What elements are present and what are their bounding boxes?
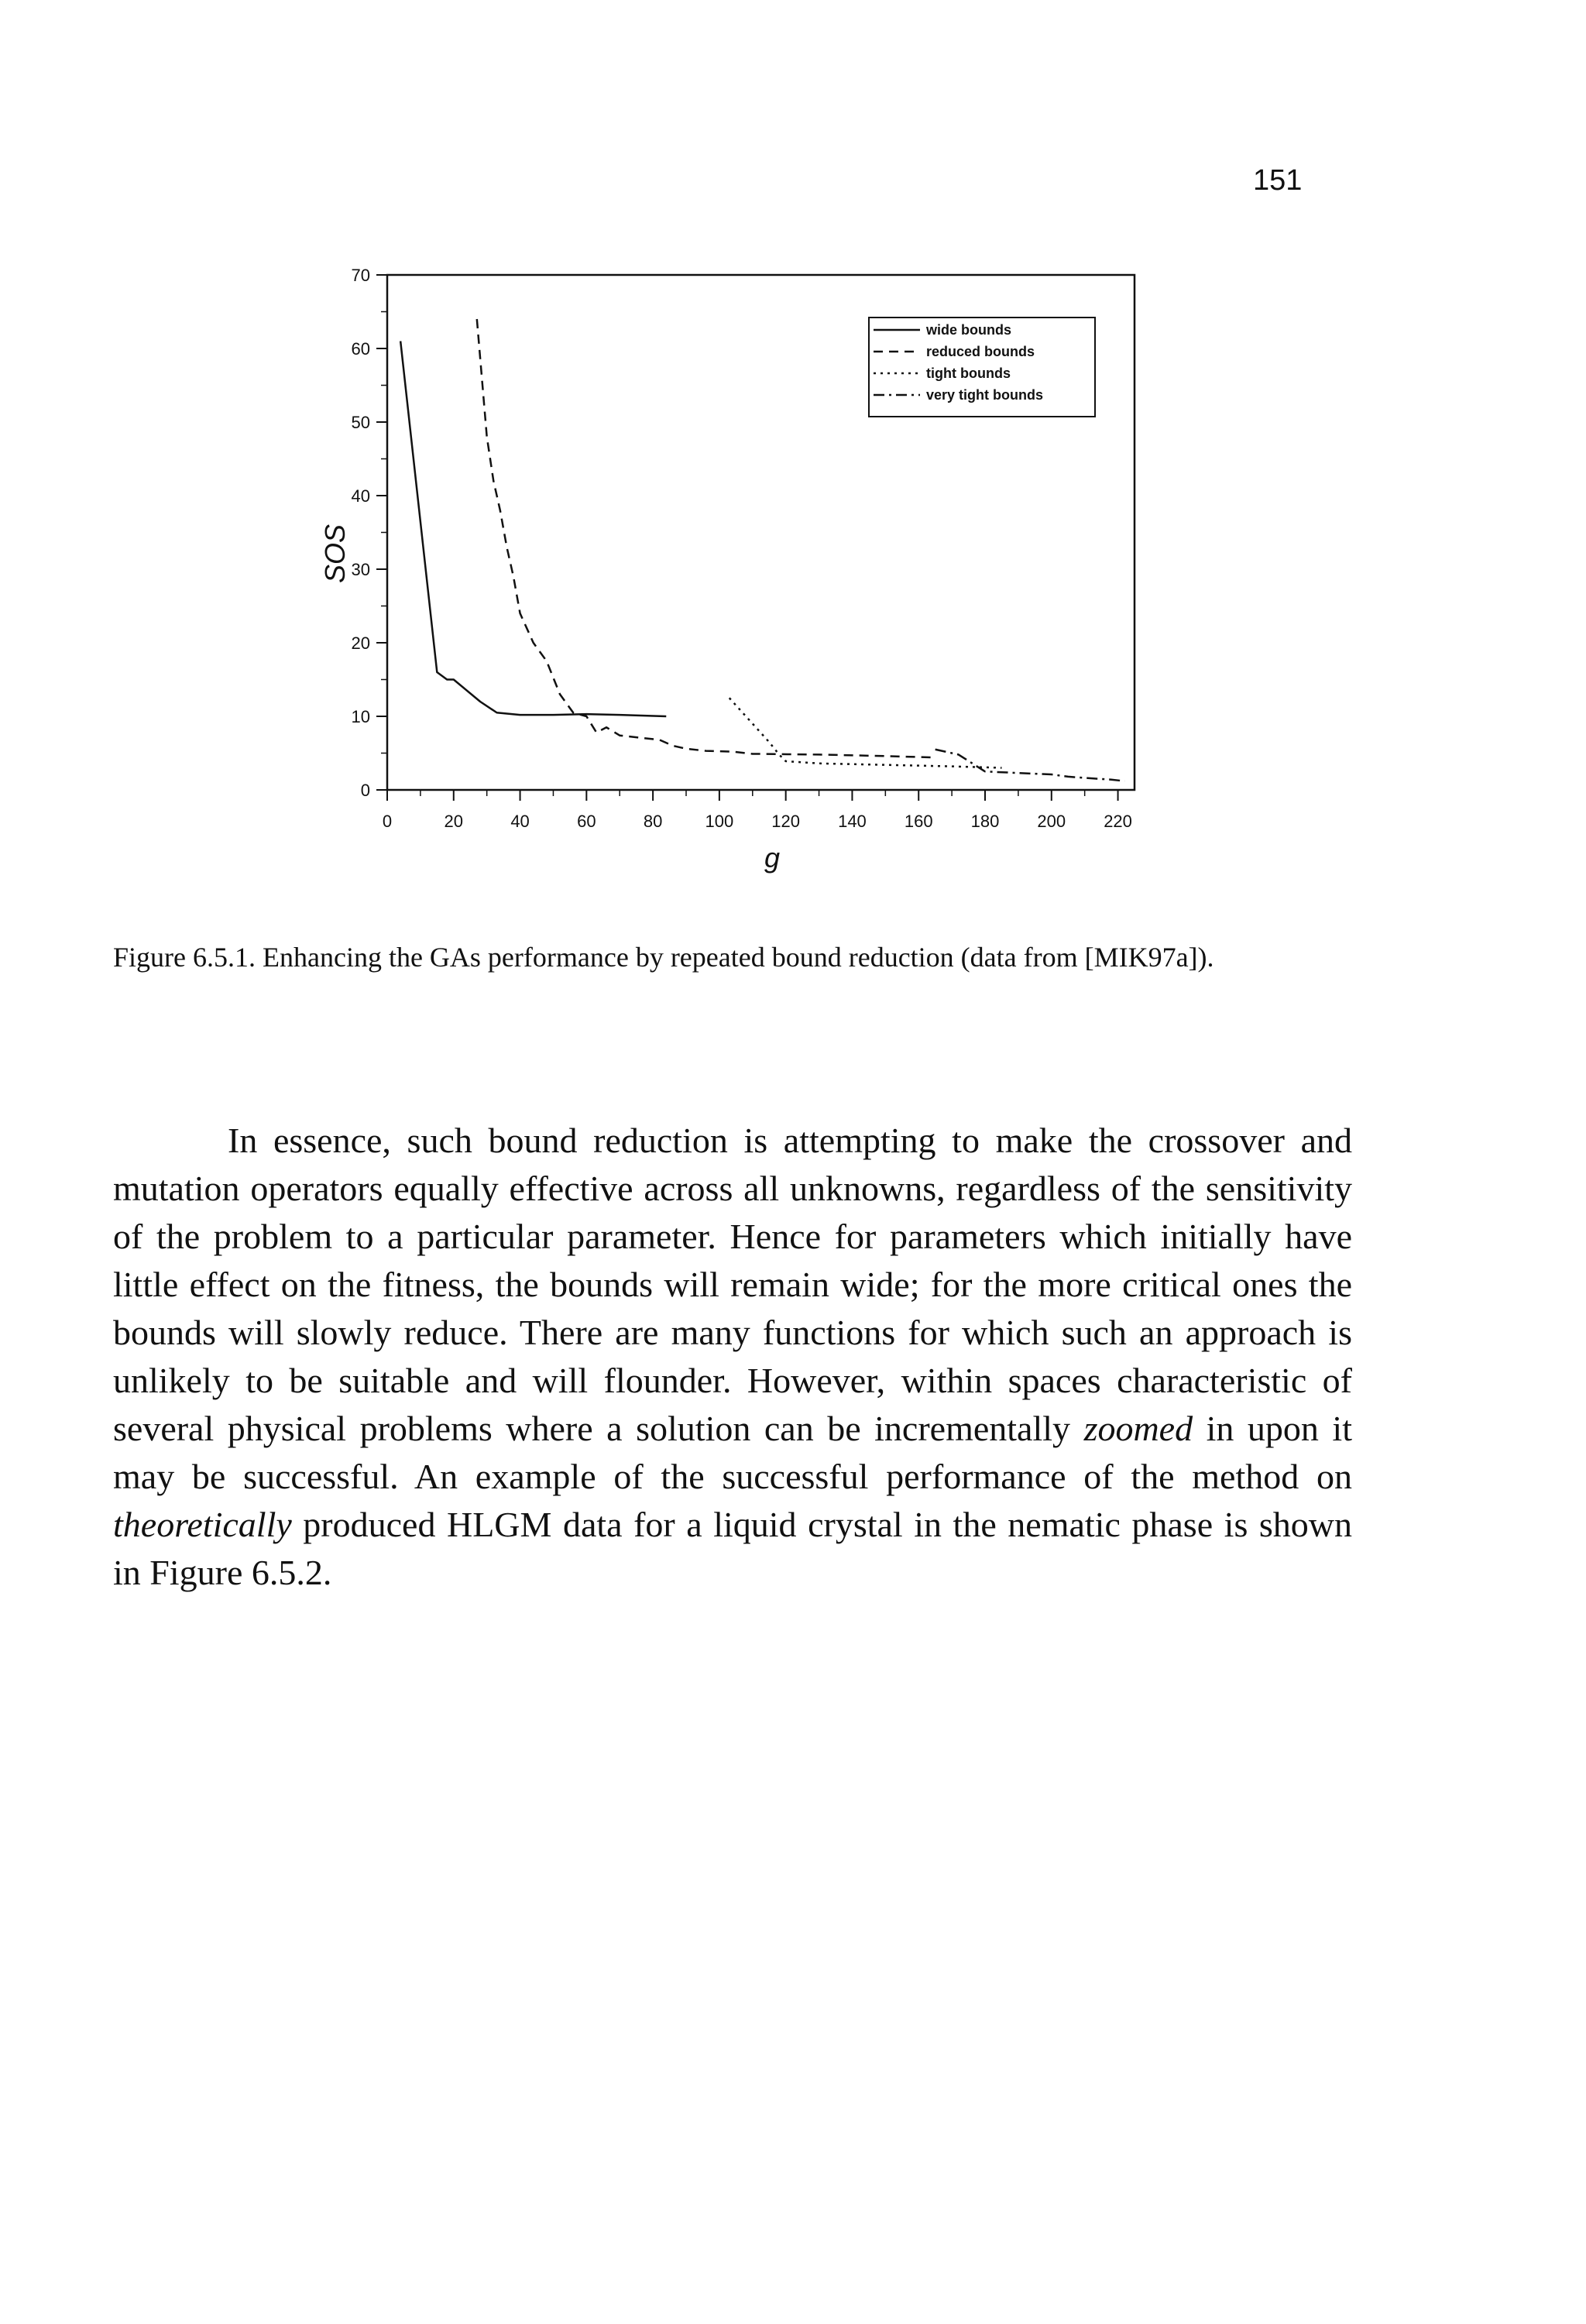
y-tick-label: 20	[351, 633, 370, 653]
body-text-part-1: In essence, such bound reduction is attempting to make the crossover and mutation operators equally effective across all unknowns, regardless of the sensitivity of the problem to a particular parameter. Hence for parameters which initially have little effect on the fitness, the bounds will remain wide; for the more critical ones the bounds will slowly reduce. There are many functions for which such an approach is unlikely to be suitable and will flounder. However, within spaces characteristic of several physical problems where a solution can be incrementally	[113, 1121, 1352, 1448]
x-tick-label: 140	[838, 812, 867, 831]
legend-label: tight bounds	[926, 366, 1011, 381]
y-tick-label: 60	[351, 339, 370, 359]
x-tick-label: 20	[444, 812, 464, 831]
series-line-very-tight-bounds	[935, 750, 1124, 781]
body-text-part-2: in upon it may be successful. An example of the successful performance of the method on	[113, 1409, 1352, 1496]
body-emphasis-zoomed: zoomed	[1083, 1409, 1193, 1448]
x-tick-label: 80	[643, 812, 663, 831]
body-paragraph	[113, 1117, 1352, 1597]
y-tick-label: 10	[351, 707, 370, 726]
figure-chart	[294, 256, 1208, 906]
y-tick-label: 30	[351, 560, 370, 579]
page-number: 151	[1253, 164, 1303, 197]
x-tick-label: 40	[510, 812, 530, 831]
y-tick-label: 0	[360, 781, 370, 800]
x-tick-label: 0	[382, 812, 393, 831]
x-tick-label: 220	[1104, 812, 1132, 831]
body-emphasis-theoretically: theoretically	[113, 1505, 292, 1544]
series-line-tight-bounds	[729, 698, 1002, 767]
legend-label: reduced bounds	[926, 344, 1035, 359]
x-axis-label: g	[764, 842, 781, 874]
y-axis-label: SOS	[319, 524, 351, 584]
series-line-wide-bounds	[400, 342, 666, 717]
legend-label: wide bounds	[926, 322, 1011, 338]
x-tick-label: 60	[577, 812, 596, 831]
legend-label: very tight bounds	[926, 387, 1044, 403]
x-tick-label: 180	[970, 812, 1000, 831]
body-text-part-3: produced HLGM data for a liquid crystal in the nematic phase is shown in Figure 6.5.2.	[113, 1505, 1352, 1592]
caption-text: Enhancing the GAs performance by repeated bound reduction (data from [MIK97a]).	[263, 942, 1214, 973]
y-tick-label: 70	[351, 266, 370, 285]
y-tick-label: 50	[351, 413, 370, 432]
x-tick-label: 160	[904, 812, 933, 831]
series-line-reduced-bounds	[477, 319, 935, 757]
figure-caption	[113, 939, 1352, 976]
x-tick-label: 120	[771, 812, 801, 831]
x-tick-label: 100	[705, 812, 734, 831]
caption-label: Figure 6.5.1.	[113, 942, 256, 973]
y-tick-label: 40	[351, 486, 370, 506]
x-tick-label: 200	[1037, 812, 1066, 831]
